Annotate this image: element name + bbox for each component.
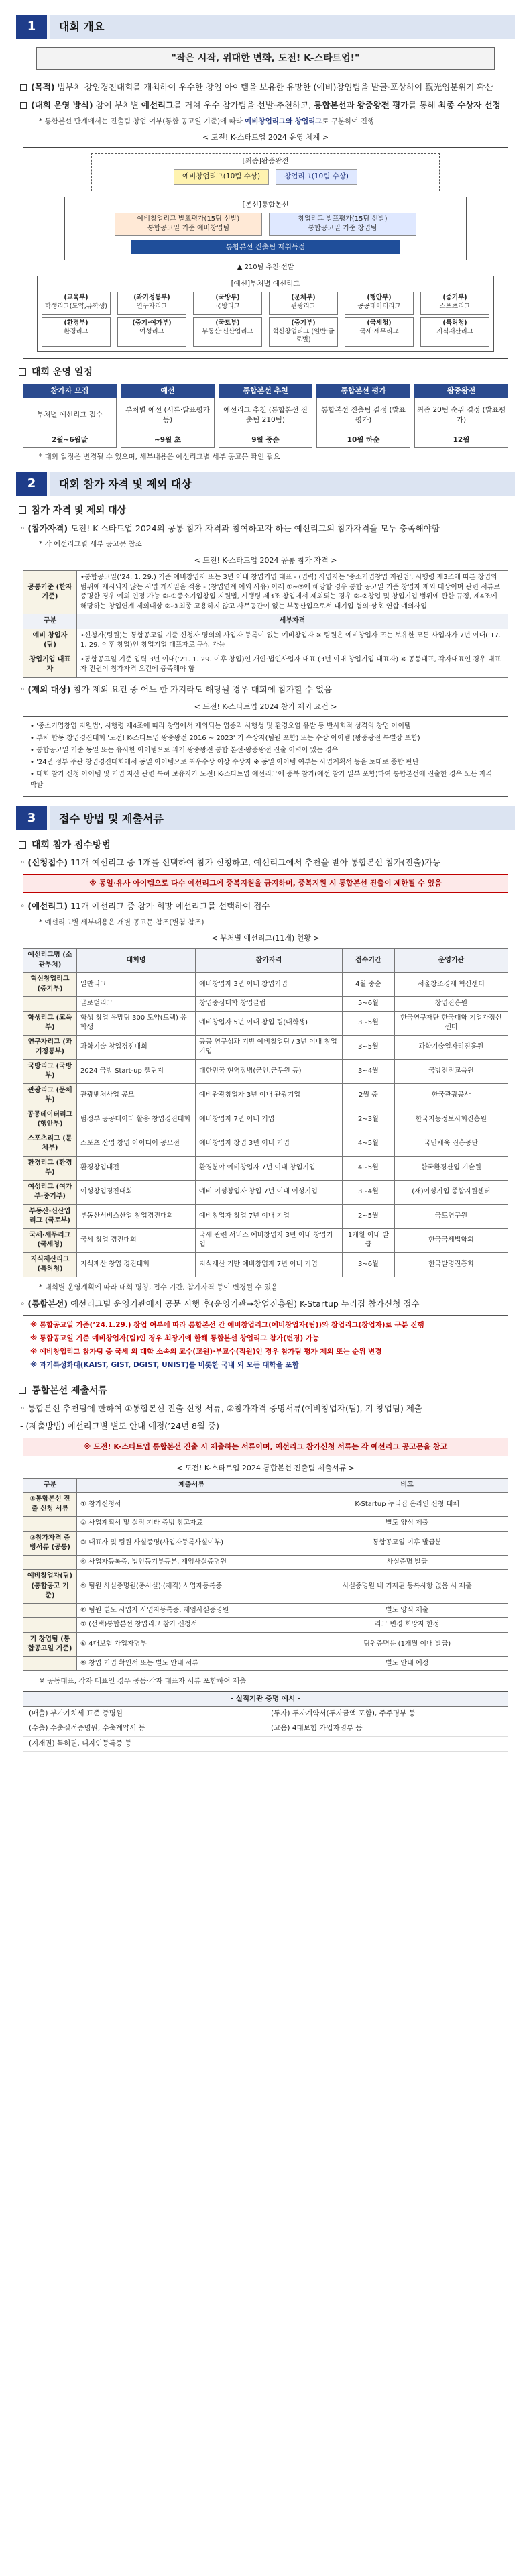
prelim-league-cell: [117, 317, 186, 347]
league-ministry: (중기부): [291, 319, 316, 327]
league-name: 관광리그: [291, 302, 316, 310]
schedule-step-body: 예선리그 추천 (통합본선 진출팀 210팀): [219, 398, 312, 433]
docs-cell: 사실증명원 내 기재된 등록사항 없음 시 제출: [306, 1570, 508, 1604]
league-cell: 예비창업자 창업 7년 이내 기업: [195, 1204, 342, 1228]
section-number: 2: [16, 472, 47, 496]
eligibility-text: •신청자(팀원)는 통합공고일 기준 신청자 명의의 사업자 등록이 없는 예비창업자 ※ 팀원은 예비창업자 또는 보유한 모든 사업자가 7년 이내(’17. 1. 29. 이후 창업)인 창업기업 대표자로 구성 가능: [77, 629, 508, 653]
docs-cell: 별도 양식 제출: [306, 1517, 508, 1532]
league-caption: < 부처별 예선리그(11개) 현황 >: [211, 934, 320, 943]
exclusion-item: • '중소기업창업 지원법', 시행령 제4조에 따라 창업에서 제외되는 업종과 사행성 및 환경오염 유발 등 반사회적 성격의 창업 아이템: [30, 722, 411, 731]
league-ministry: (문체부): [291, 293, 316, 301]
docs-cell: 기 창업팀 (통합공고일 기준): [23, 1632, 77, 1656]
prelim-league-cell: [345, 292, 414, 315]
eligibility-caption: < 도전! K-스타트업 2024 공통 참가 자격 >: [194, 556, 337, 566]
eligibility-text: •통합공고일(’24. 1. 29.) 기준 예비창업자 또는 3년 이내 창업기업 대표 - (업력) 사업자는 '중소기업창업 지원법', 시행령 제3조에 따른 창업의 범위에 제시되지 않는 사업 개시일을 적용 - (창업연계 예외 사유) 아래 ①~③에 해당할 경우 통합 공고일 기준 창업자 제외 대상이며 관련 서류로 증명한 경우 예외 인정 가능 ②-①중소기업창업 지원법, 시행령 제3조 창업에서 제외되는 경우 ②-②창업 및 창업기업 범위에 관한 규정, 제4조에 해당하는 창업연계 제외대상 ②-③최종 고용하지 않고 사무공간이 없는 부동산업으로서 대기업 협의·상호 연합 예외사업: [77, 571, 508, 614]
league-cell: 서울창조경제 혁신센터: [394, 973, 508, 997]
org-prelim: [예선]부처별 예선리그 (교육부) 학생리그(도약,유학생) (과기정통부) 연구자리그 (국방부) 국방리그 (문체부) 관광리그 (행안부) 공공데이터리그 (중기부) 스포츠리그 (환경부) 환경리그 (중기·여가부) 여성리그 (국토부) 부동산·신산업리그 (중기부) 혁신창업리그 (일반·글로벌) (국세청) 국세·세무리그 (특허청) 지식재산리그: [37, 276, 494, 352]
example-item: (매출) 부가가치세 표준 증명원: [23, 1707, 266, 1721]
docs-cell: ⑨ 창업 기업 확인서 또는 별도 안내 서류: [77, 1656, 306, 1671]
schedule-step-title: 참가자 모집: [23, 384, 117, 398]
league-footnote: * 대회별 운영계획에 따라 대회 명칭, 접수 기간, 참가자격 등이 변경될 수 있음: [39, 1283, 278, 1291]
org-final: [최종]왕중왕전 예비창업리그(10팀 수상) 창업리그(10팀 수상): [91, 153, 440, 191]
league-cell: 3~4월: [343, 1180, 395, 1204]
eligibility-label: 창업기업 대표자: [23, 653, 77, 677]
docs-cell: K-Startup 누리집 온라인 신청 대체: [306, 1493, 508, 1517]
league-cell: 관광리그 (문체부): [23, 1083, 77, 1108]
docs-cell: [23, 1656, 77, 1671]
league-cell: 학생리그 (교육부): [23, 1011, 77, 1035]
league-cell: 한국관광공사: [394, 1083, 508, 1108]
org-final-startup: 창업리그(10팀 수상): [276, 169, 357, 184]
integrated-paragraph: ◦ (통합본선) 예선리그별 운영기관에서 공문 시행 후(운영기관→창업진흥원) K-Startup 누리집 참가신청 접수: [20, 1298, 420, 1309]
org-chart: [23, 147, 508, 359]
docs-cell: [23, 1555, 77, 1570]
docs-row: [23, 1603, 508, 1618]
league-cell: 국민체육 진흥공단: [394, 1132, 508, 1156]
prelim-league-cell: [345, 317, 414, 347]
docs-row: [23, 1570, 508, 1604]
prelim-league-cell: [117, 292, 186, 315]
league-cell: 학생 창업 유망팀 300 도약(트랙) 유학생: [77, 1011, 196, 1035]
league-cell: 환경리그 (환경부): [23, 1156, 77, 1180]
docs-cell: 별도 안내 예정: [306, 1656, 508, 1671]
league-name: 공공데이터리그: [357, 302, 401, 310]
league-cell: 2024 국방 Start-up 챌린지: [77, 1059, 196, 1083]
schedule-step-title: 통합본선 추천: [219, 384, 312, 398]
section-title: 대회 참가 자격 및 제외 대상: [47, 472, 515, 496]
league-row: [23, 1132, 508, 1156]
eligibility-label: 예비 창업자(팀): [23, 629, 77, 653]
league-name: 부동산·신산업리그: [202, 327, 253, 335]
league-head-cell: 접수기간: [343, 949, 395, 973]
league-name: 스포츠리그: [439, 302, 471, 310]
league-cell: 예비창업자 7년 이내 기업: [195, 1108, 342, 1132]
league-cell: 연구자리그 (과기정통부): [23, 1035, 77, 1059]
league-cell: 3~4월: [343, 1059, 395, 1083]
league-ministry: (중기·여가부): [132, 319, 172, 327]
league-cell: 여성리그 (여가부·중기부): [23, 1180, 77, 1204]
docs-paragraph: ◦ 통합본선 추천팀에 한하여 ①통합본선 진출 신청 서류, ②참가자격 증명서류(예비창업자(팀), 기 창업팀) 제출: [20, 1403, 422, 1413]
league-cell: 국세·세무리그 (국세청): [23, 1228, 77, 1252]
league-cell: 스포츠리그 (문체부): [23, 1132, 77, 1156]
league-cell: 5~6월: [343, 997, 395, 1012]
eligibility-head-cell: 구분: [23, 614, 77, 629]
exclusion-box: [23, 716, 508, 797]
schedule-step: [219, 384, 312, 448]
league-row: [23, 1035, 508, 1059]
league-row: [23, 973, 508, 997]
eligibility-detail-head: [23, 614, 508, 629]
league-cell: 예비창업자 3년 이내 창업기업: [195, 973, 342, 997]
docs-cell: ①통합본선 진출 신청 서류: [23, 1493, 77, 1517]
schedule-step-date: 10월 하순: [316, 433, 410, 448]
league-head-cell: 예선리그명 (소관부처): [23, 949, 77, 973]
integrated-note: ※ 통합공고일 기준 예비창업자(팀)인 경우 최장기에 한해 통합본선 창업리그 참가(변경) 가능: [30, 1334, 320, 1342]
league-cell: 2~3월: [343, 1108, 395, 1132]
apply-paragraph: ◦ (신청접수) 11개 예선리그 중 1개를 선택하여 참가 신청하고, 예선리그에서 추천을 받아 통합본선 참가(진출)가능: [20, 857, 441, 868]
league-cell: 국토연구원: [394, 1204, 508, 1228]
league-row: [23, 1059, 508, 1083]
league-head-cell: 운영기관: [394, 949, 508, 973]
docs-cell: ②참가자격 증빙서류 (공통): [23, 1531, 77, 1555]
docs-cell: 팀원증명용 (1개월 이내 발급): [306, 1632, 508, 1656]
docs-title: 통합본선 제출서류: [19, 1384, 515, 1397]
schedule-step-body: 부처별 예선 (서류·발표평가 등): [121, 398, 215, 433]
schedule-step-date: 2월~6월말: [23, 433, 117, 448]
prelim-league-cell: [42, 292, 111, 315]
league-name: 학생리그(도약,유학생): [44, 302, 108, 310]
org-stage-startup: 창업리그 발표평가(15팀 선발) 통합공고일 기준 창업팀: [269, 213, 416, 236]
league-cell: 환경분야 예비창업자 7년 이내 창업기업: [195, 1156, 342, 1180]
league-row: [23, 1156, 508, 1180]
docs-cell: ⑦ (선택)통합본선 창업리그 참가 신청서: [77, 1618, 306, 1633]
league-name: 환경리그: [64, 327, 88, 335]
league-cell: 창업진흥원: [394, 997, 508, 1012]
example-item: [266, 1737, 508, 1752]
slogan-box: "작은 시작, 위대한 변화, 도전! K-스타트업!": [36, 47, 495, 70]
league-cell: (재)여성기업 종합지원센터: [394, 1180, 508, 1204]
docs-cell: [23, 1618, 77, 1633]
league-name: 연구자리그: [136, 302, 168, 310]
schedule-step: [316, 384, 410, 448]
docs-row: [23, 1618, 508, 1633]
league-cell: 4~5월: [343, 1156, 395, 1180]
league-ministry: (행안부): [367, 293, 392, 301]
docs-warning: ※ 도전! K-스타트업 통합본선 진출 시 제출하는 서류이며, 예선리그 참가신청 서류는 각 예선리그 공고문을 참고: [23, 1438, 508, 1456]
docs-head-cell: 구분: [23, 1478, 77, 1493]
schedule-step-title: 예선: [121, 384, 215, 398]
docs-row: [23, 1517, 508, 1532]
schedule-step-body: 통합본선 진출팀 결정 (발표평가): [316, 398, 410, 433]
league-cell: 국방전직교육원: [394, 1059, 508, 1083]
league-cell: 예비창업자 5년 이내 창업 팀(대학생): [195, 1011, 342, 1035]
league-cell: 공공 연구성과 기반 예비창업팀 / 3년 이내 창업기업: [195, 1035, 342, 1059]
checkbox-icon: [19, 506, 26, 514]
example-head: - 실적기관 증명 예시 -: [23, 1692, 508, 1707]
eligibility-paragraph: ◦ (참가자격) 도전! K-스타트업 2024의 공통 참가 자격과 참여하고자 하는 예선리그의 참가자격을 모두 충족해야함: [20, 523, 440, 533]
section-title: 대회 개요: [47, 15, 515, 39]
purpose-paragraph: (목적) 범부처 창업경진대회를 개최하여 우수한 창업 아이템을 보유한 유망한 (예비)창업팀을 발굴·포상하여 觀光업분위기 확산: [20, 80, 511, 95]
checkbox-icon: [20, 102, 27, 109]
schedule-step-title: 왕중왕전: [414, 384, 508, 398]
league-cell: 3~6월: [343, 1252, 395, 1277]
league-cell: 글로벌리그: [77, 997, 196, 1012]
league-cell: 3~5월: [343, 1035, 395, 1059]
eligibility-head-cell: 세부자격: [77, 614, 508, 629]
docs-table: [23, 1478, 508, 1672]
eligibility-row: [23, 571, 508, 614]
section-header-2: [16, 472, 515, 496]
schedule-step: [414, 384, 508, 448]
schedule-step-date: ~9월 초: [121, 433, 215, 448]
org-select-bar: 통합본선 진출팀 재취득점: [131, 240, 400, 254]
league-cell: 한국연구재단 한국대학 기업가정신센터: [394, 1011, 508, 1035]
league-cell: 국세 창업 경진대회: [77, 1228, 196, 1252]
section-header-1: [16, 15, 515, 39]
operation-paragraph: (대회 운영 방식) 참여 부처별 예선리그를 거쳐 우수 참가팀을 선발·추천하고, 통합본선과 왕중왕전 평가를 통해 최종 수상자 선정: [20, 99, 511, 113]
org-final-pre: 예비창업리그(10팀 수상): [174, 169, 269, 184]
league-cell: 예비관광창업자 3년 이내 관광기업: [195, 1083, 342, 1108]
league-row: [23, 1180, 508, 1204]
prelim-league-cell: [269, 317, 338, 347]
eligibility-text: •통합공고일 기준 업력 3년 이내(’21. 1. 29. 이후 창업)인 개인·법인사업자 대표 (3년 이내 창업기업 대표자) ※ 공동대표, 각자대표인 경우 대표자 전원이 참가자격 요건에 충족해야 함: [77, 653, 508, 677]
org-main: [본선]통합본선 예비창업리그 발표평가(15팀 선발) 통합공고일 기준 예비창업팀 창업리그 발표평가(15팀 선발) 통합공고일 기준 창업팀 통합본선 진출팀 재취득점: [64, 197, 467, 260]
docs-cell: 사실증명 발급: [306, 1555, 508, 1570]
league-table: [23, 948, 508, 1277]
prelim-league-cell: [193, 292, 262, 315]
league-cell: 예비창업자 창업 3년 이내 기업: [195, 1132, 342, 1156]
league-cell: 부동산서비스산업 창업경진대회: [77, 1204, 196, 1228]
exclusion-item: • 대회 참가 신청 아이템 및 기업 자산 관련 특허 보유자가 도전! K-스타트업 예선리그에 중복 참가(예선 참가 일부 포함)하여 통합본선에 진출한 경우 모든 자격 박탈: [30, 771, 493, 790]
league-cell: 2월 중: [343, 1083, 395, 1108]
docs-method: - (제출방법) 예선리그별 별도 안내 예정(’24년 8월 중): [20, 1421, 220, 1432]
exclusion-item: • 통합공고일 기준 동일 또는 유사한 아이템으로 과거 왕중왕전 통합 본선·왕중왕전 진출 이력이 있는 경우: [30, 747, 339, 755]
checkbox-icon: [20, 84, 27, 91]
league-cell: 4월 중순: [343, 973, 395, 997]
league-ministry: (특허청): [442, 319, 467, 327]
league-cell: 대한민국 현역장병(군인,군무원 등): [195, 1059, 342, 1083]
league-ministry: (국방부): [215, 293, 240, 301]
prelim-league-cell: [42, 317, 111, 347]
league-name: 여성리그: [139, 327, 164, 335]
league-head-cell: 참가자격: [195, 949, 342, 973]
schedule-timeline: [23, 384, 508, 448]
section-number: 1: [16, 15, 47, 39]
league-cell: 창업중심대학 창업클럽: [195, 997, 342, 1012]
section-title: 접수 방법 및 제출서류: [47, 806, 515, 830]
league-cell: 한국국세법학회: [394, 1228, 508, 1252]
league-cell: 여성창업경진대회: [77, 1180, 196, 1204]
league-cell: 부동산·신산업리그 (국토부): [23, 1204, 77, 1228]
league-ministry: (국세청): [367, 319, 392, 327]
league-row: [23, 1252, 508, 1277]
league-cell: 한국발명진흥회: [394, 1252, 508, 1277]
league-name: 국세·세무리그: [359, 327, 399, 335]
docs-cell: 별도 양식 제출: [306, 1603, 508, 1618]
league-cell: 3~5월: [343, 1011, 395, 1035]
docs-cell: ⑥ 팀원 별도 사업자 사업자등록증, 재엄사실증명원: [77, 1603, 306, 1618]
docs-row: [23, 1632, 508, 1656]
checkbox-icon: [19, 368, 26, 376]
prelim-league-cell: [269, 292, 338, 315]
league-cell: 과학기술 창업경진대회: [77, 1035, 196, 1059]
schedule-step-date: 9월 중순: [219, 433, 312, 448]
integrated-note: ※ 과기특성화대(KAIST, GIST, DGIST, UNIST)를 비롯한 국내 외 모든 대학을 포함: [30, 1360, 299, 1369]
prelim-league-cell: [193, 317, 262, 347]
league-cell: 2~5월: [343, 1204, 395, 1228]
schedule-step-body: 최종 20팀 순위 결정 (발표평가): [414, 398, 508, 433]
docs-cell: ⑤ 팀원 사실증명원(총사실)·(재직) 사업자등록증: [77, 1570, 306, 1604]
docs-row: [23, 1493, 508, 1517]
league-cell: 1개월 이내 발급: [343, 1228, 395, 1252]
league-cell: 한국지능정보사회진흥원: [394, 1108, 508, 1132]
league-cell: 혁신창업리그 (중기부): [23, 973, 77, 997]
org-arrow-label: ▲ 210팀 추천·선발: [237, 264, 294, 272]
prelim-league-cell: [420, 317, 489, 347]
docs-cell: ① 참가신청서: [77, 1493, 306, 1517]
integrated-info-box: [23, 1315, 508, 1377]
league-row: [23, 1011, 508, 1035]
league-ministry: (과기정통부): [133, 293, 170, 301]
league-row: [23, 1083, 508, 1108]
league-cell: 스포츠 산업 창업 아이디어 공모전: [77, 1132, 196, 1156]
example-item: (투자) 투자계약서(투자금액 포함), 주주명부 등: [266, 1707, 508, 1721]
league-cell: 국세 관련 서비스 예비창업자 3년 이내 창업기업: [195, 1228, 342, 1252]
exclusion-item: • '24년 정부 주관 창업경진대회에서 동일 아이템으로 최우수상 이상 수상자 ※ 동일 아이템 여부는 사업계획서 등을 토대로 종합 판단: [30, 759, 419, 767]
docs-cell: [23, 1603, 77, 1618]
league-cell: 지식재산리그 (특허청): [23, 1252, 77, 1277]
docs-cell: ⑧ 4대보험 가입자명부: [77, 1632, 306, 1656]
league-row: [23, 997, 508, 1012]
league-cell: 한국환경산업 기술원: [394, 1156, 508, 1180]
apply-title: 대회 참가 접수방법: [19, 839, 515, 852]
league-cell: [23, 997, 77, 1012]
docs-row: [23, 1531, 508, 1555]
org-stage-pre: 예비창업리그 발표평가(15팀 선발) 통합공고일 기준 예비창업팀: [115, 213, 262, 236]
league-cell: 지식재산 창업 경진대회: [77, 1252, 196, 1277]
eligibility-detail-row: [23, 629, 508, 653]
league-row: [23, 1204, 508, 1228]
prelim-league-cell: [420, 292, 489, 315]
league-note: * 예선리그별 세부내용은 개별 공고문 참조(별첨 참조): [39, 918, 204, 926]
checkbox-icon: [19, 1387, 26, 1394]
docs-cell: ② 사업계획서 및 실적 기타 증빙 참고자료: [77, 1517, 306, 1532]
league-cell: 예비 여성창업자 창업 7년 이내 여성기업: [195, 1180, 342, 1204]
league-name: 혁신창업리그 (일반·글로벌): [272, 327, 335, 344]
integrated-note: ※ 통합공고일 기준(’24.1.29.) 창업 여부에 따라 통합본선 간 예비창업리그(예비창업자(팀))와 창업리그(창업자)로 구분 진행: [30, 1321, 424, 1330]
docs-cell: [23, 1517, 77, 1532]
org-caption: < 도전! K-스타트업 2024 운영 체계 >: [202, 133, 329, 142]
league-ministry: (교육부): [64, 293, 88, 301]
league-cell: 관광벤처사업 공모: [77, 1083, 196, 1108]
schedule-note: * 대회 일정은 변경될 수 있으며, 세부내용은 예선리그별 세부 공고문 확인 필요: [39, 452, 280, 461]
docs-cell: 리그 변경 희망자 한정: [306, 1618, 508, 1633]
schedule-step: [23, 384, 117, 448]
league-ministry: (국토부): [215, 319, 240, 327]
schedule-step: [121, 384, 215, 448]
league-name: 지식재산리그: [436, 327, 474, 335]
schedule-step-date: 12월: [414, 433, 508, 448]
league-head-cell: 대회명: [77, 949, 196, 973]
docs-row: [23, 1656, 508, 1671]
exclusion-paragraph: ◦ (제외 대상) 참가 제외 요건 중 어느 한 가지라도 해당될 경우 대회에 참가할 수 없음: [20, 684, 333, 694]
schedule-step-title: 통합본선 평가: [316, 384, 410, 398]
example-box: [23, 1691, 508, 1752]
integrated-note: ※ 예비창업리그 참가팀 중 국세 외 대학 소속의 교수(교원)·부교수(직원)인 경우 참가팀 평가 제외 또는 순위 변경: [30, 1347, 382, 1356]
league-cell: 일반리그: [77, 973, 196, 997]
league-ministry: (환경부): [64, 319, 88, 327]
docs-row: [23, 1555, 508, 1570]
league-row: [23, 1228, 508, 1252]
example-item: (고용) 4대보험 가입자명부 등: [266, 1721, 508, 1736]
league-name: 국방리그: [215, 302, 240, 310]
checkbox-icon: [19, 841, 26, 849]
league-cell: 범정부 공공데이터 활용 창업경진대회: [77, 1108, 196, 1132]
docs-head-cell: 제출서류: [77, 1478, 306, 1493]
league-cell: 과학기술일자리진흥원: [394, 1035, 508, 1059]
exclusion-item: • 부처 합동 창업경진대회 '도전! K-스타트업 왕중왕전 2016 ~ 2023' 기 수상자(팀원 포함) 또는 수상 아이템 (왕중왕전 특별상 포함): [30, 735, 420, 743]
league-cell: 환경창업대전: [77, 1156, 196, 1180]
eligibility-title: 참가 자격 및 제외 대상: [19, 504, 515, 517]
league-cell: 4~5월: [343, 1132, 395, 1156]
docs-cell: 통합공고일 이후 발급분: [306, 1531, 508, 1555]
schedule-title: 대회 운영 일정: [19, 366, 515, 379]
eligibility-label: 공통기준 (한자기준): [23, 571, 77, 614]
section-header-3: [16, 806, 515, 830]
eligibility-detail-row: [23, 653, 508, 677]
section-number: 3: [16, 806, 47, 830]
exclusion-caption: < 도전! K-스타트업 2024 참가 제외 요건 >: [194, 702, 337, 712]
league-paragraph: ◦ (예선리그) 11개 예선리그 중 참가 희망 예선리그를 선택하여 접수: [20, 901, 270, 911]
docs-cell: ④ 사업자등록증, 법인등기부등본, 재엄사실증명원: [77, 1555, 306, 1570]
league-cell: 국방리그 (국방부): [23, 1059, 77, 1083]
schedule-step-body: 부처별 예선리그 접수: [23, 398, 117, 433]
example-item: (지재권) 특허권, 디자인등록증 등: [23, 1737, 266, 1752]
operation-note: * 통합본선 단계에서는 진출팀 창업 여부(통합 공고일 기준)에 따라 예비창업리그와 창업리그로 구분하여 진행: [39, 117, 375, 125]
league-cell: 지식재산 기반 예비창업자 7년 이내 기업: [195, 1252, 342, 1277]
docs-caption: < 도전! K-스타트업 2024 통합본선 진출팀 제출서류 >: [176, 1463, 355, 1472]
docs-cell: 예비창업자(팀) (통합공고 기준): [23, 1570, 77, 1604]
docs-footnote: ※ 공동대표, 각자 대표인 경우 공동·각자 대표자 서류 포함하여 제출: [39, 1677, 247, 1686]
duplicate-warning: ※ 동일·유사 아이템으로 다수 예선리그에 중복지원을 금지하며, 중복지원 시 통합본선 진출이 제한될 수 있음: [23, 874, 508, 893]
league-row: [23, 1108, 508, 1132]
eligibility-note: * 각 예선리그별 세부 공고문 참조: [39, 540, 142, 549]
docs-cell: ③ 대표자 및 팀원 사실증명(사업자등록사실여부): [77, 1531, 306, 1555]
league-cell: 공공데이터리그 (행안부): [23, 1108, 77, 1132]
league-ministry: (중기부): [442, 293, 467, 301]
eligibility-table: [23, 570, 508, 678]
example-item: (수출) 수출실적증명원, 수출계약서 등: [23, 1721, 266, 1736]
docs-head-cell: 비고: [306, 1478, 508, 1493]
